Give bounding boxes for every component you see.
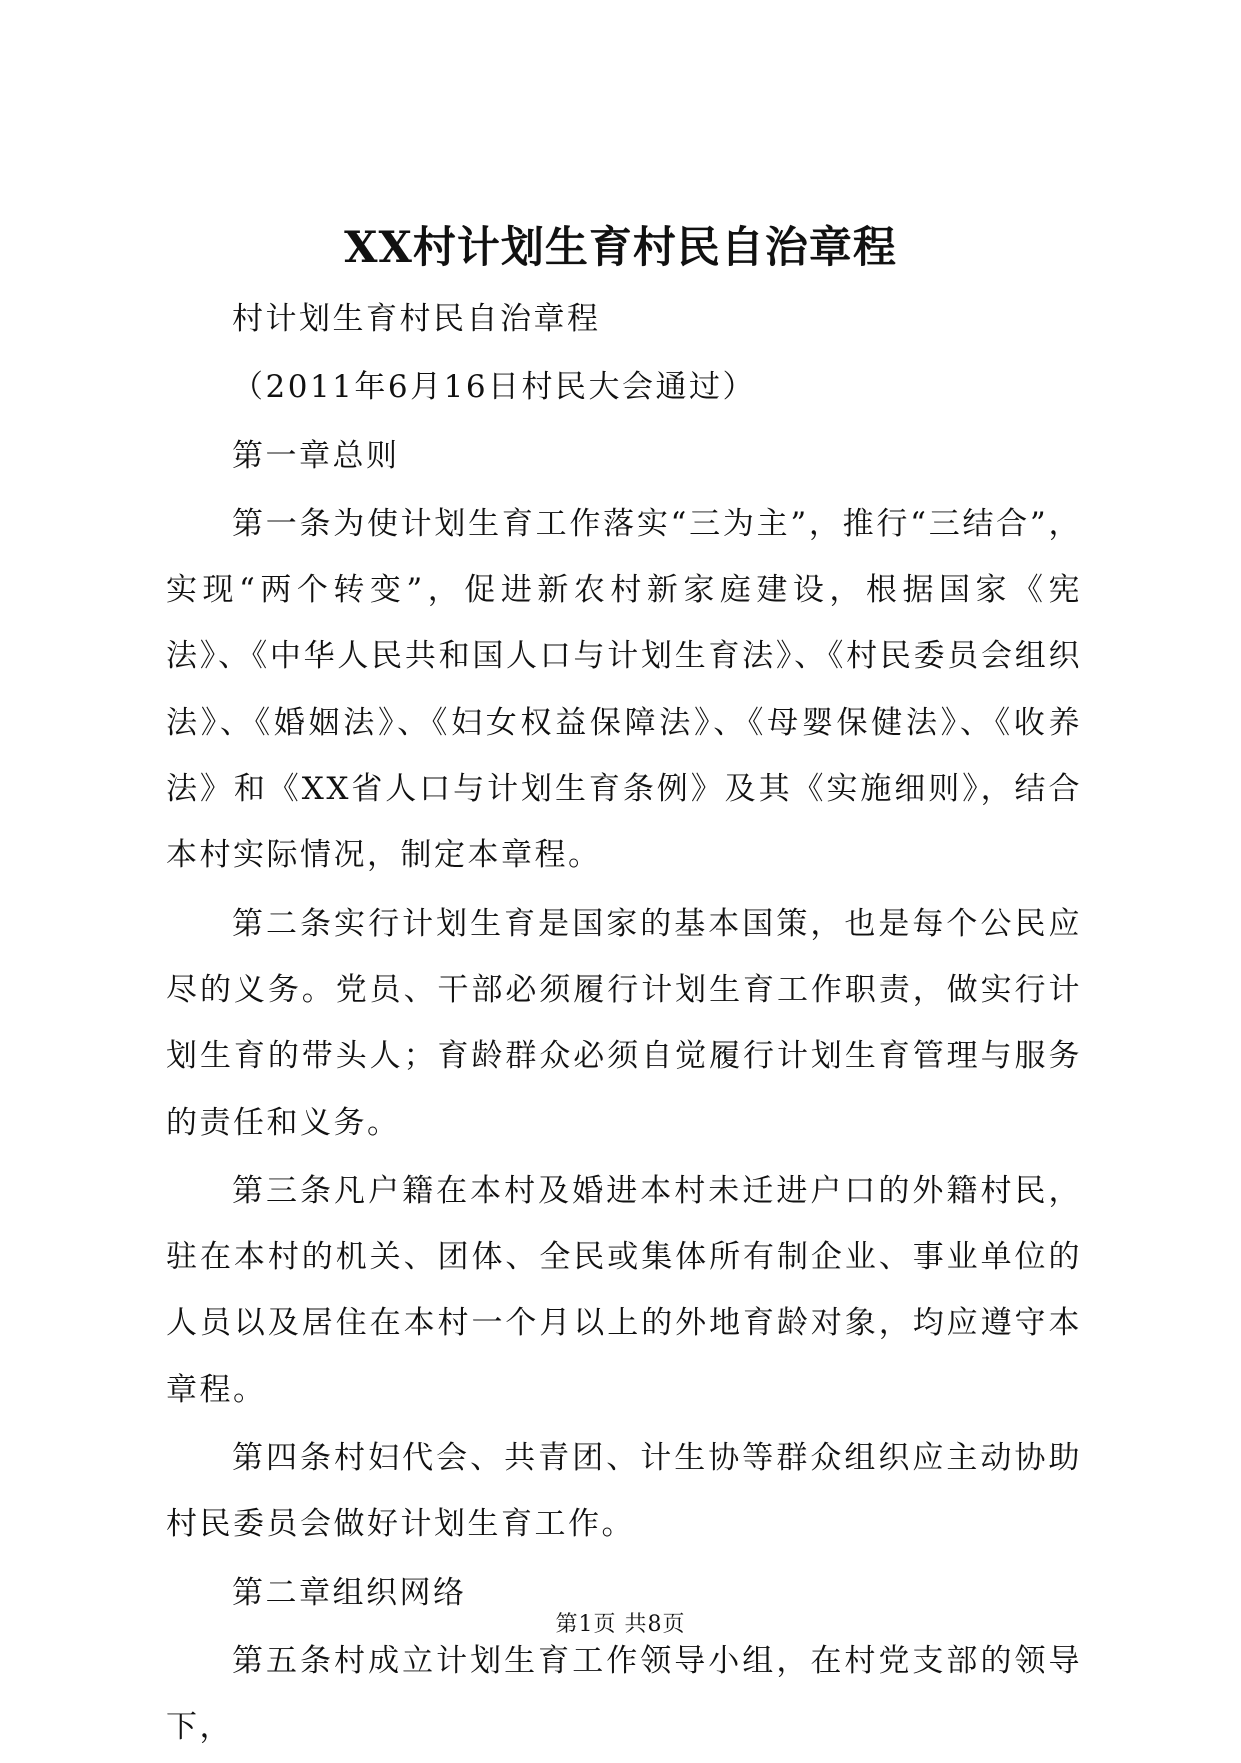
chapter-heading: 第二章组织网络 [232,1574,467,1611]
document-body [166,286,1082,1763]
page-number-footer: 第1页 共8页 [555,1612,686,1637]
article-paragraph: 第二条实行计划生育是国家的基本国策，也是每个公民应尽的义务。党员、干部必须履行计划生育工作职责，做实行计划生育的带头人；育龄群众必须自觉履行计划生育管理与服务的责任和义务。 [166,905,1082,1141]
adoption-date-paragraph: （2011年6月16日村民大会通过） [232,369,757,406]
document-title: XX村计划生育村民自治章程 [344,223,897,273]
subtitle-paragraph: 村计划生育村民自治章程 [232,301,601,337]
chapter-heading: 第一章总则 [232,437,400,474]
article-paragraph: 第三条凡户籍在本村及婚进本村未迁进户口的外籍村民，驻在本村的机关、团体、全民或集体所有制企业、事业单位的人员以及居住在本村一个月以上的外地育龄对象，均应遵守本章程。 [166,1172,1082,1408]
article-paragraph: 第四条村妇代会、共青团、计生协等群众组织应主动协助村民委员会做好计划生育工作。 [166,1440,1082,1543]
article-paragraph: 第一条为使计划生育工作落实“三为主”，推行“三结合”，实现“两个转变”，促进新农村新家庭建设，根据国家《宪法》、《中华人民共和国人口与计划生育法》、《村民委员会组织法》、《婚姻法》、《妇女权益保障法》、《母婴保健法》、《收养法》和《XX省人口与计划生育条例》及其《实施细则》，结合本村实际情况，制定本章程。 [166,505,1082,874]
article-paragraph: 第五条村成立计划生育工作领导小组，在村党支部的领导下， [166,1642,1082,1746]
